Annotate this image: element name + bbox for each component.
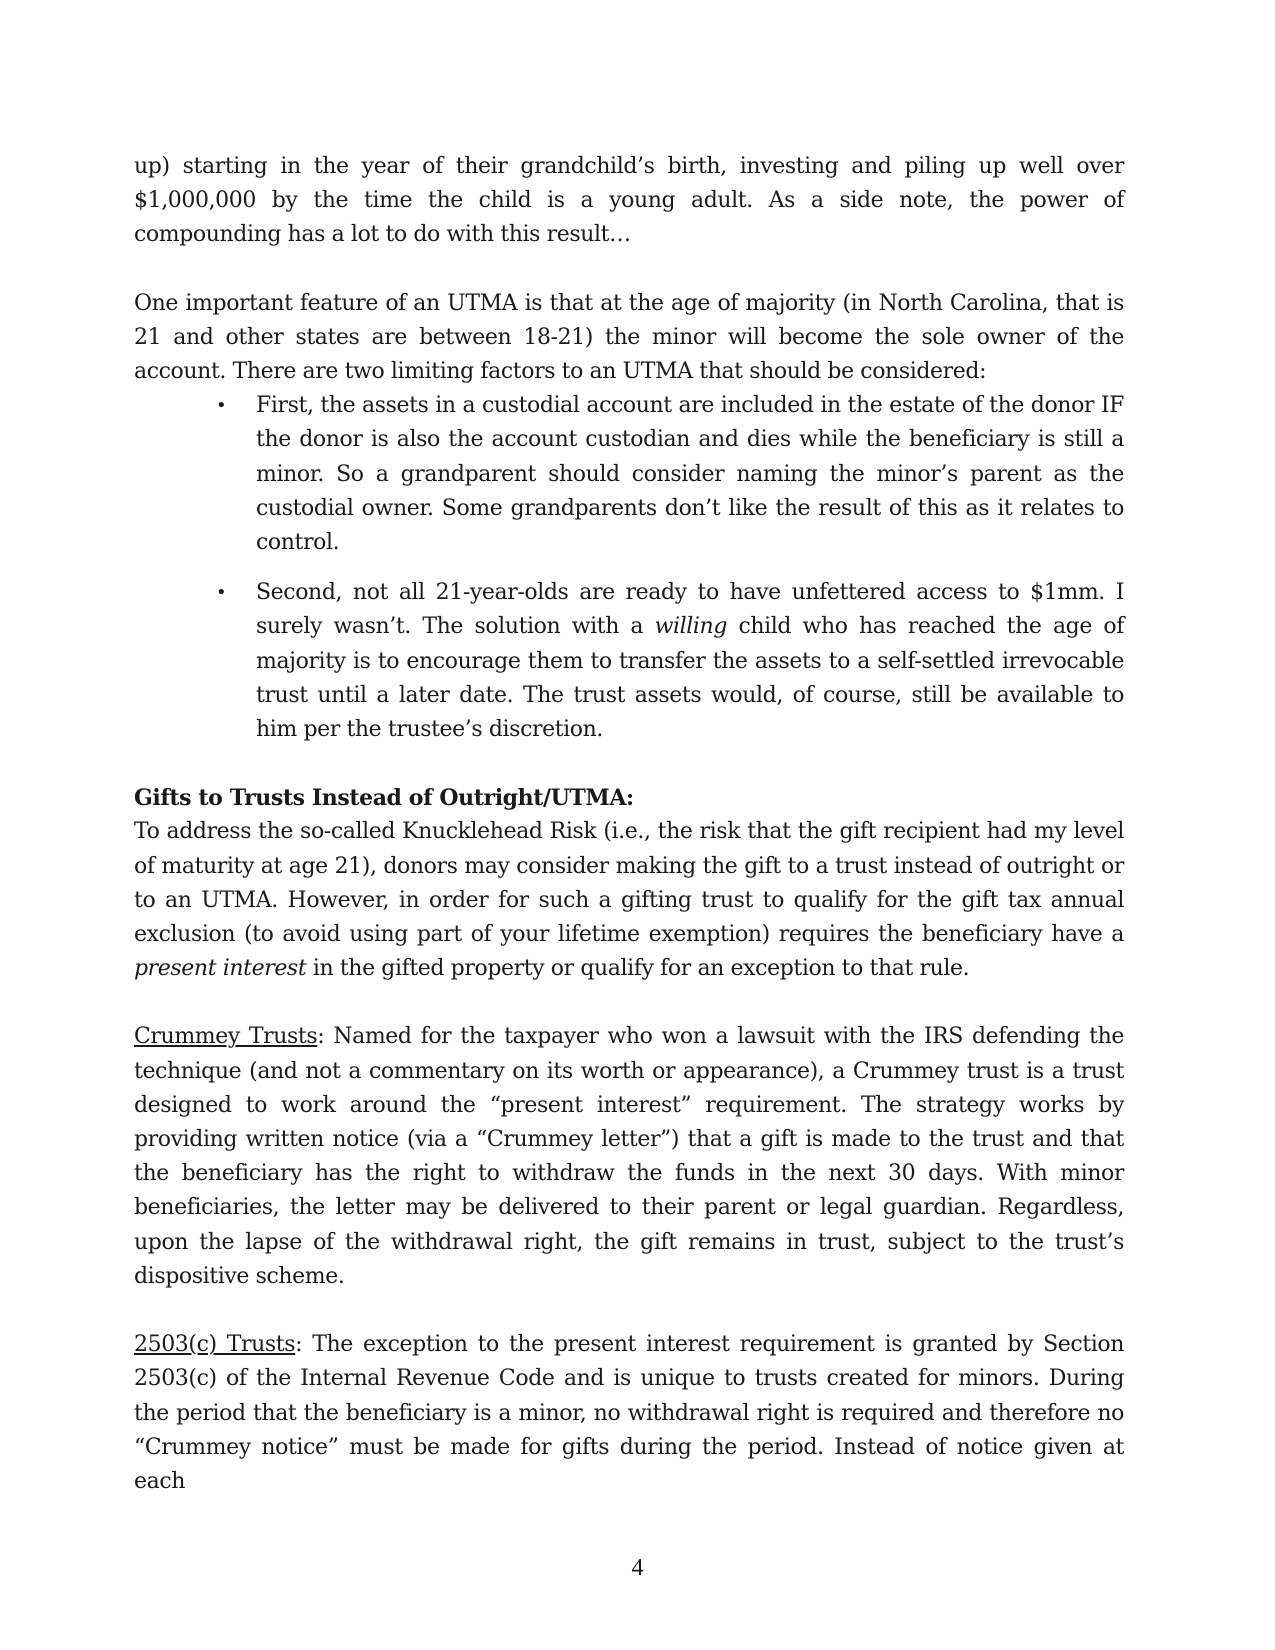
list-item [134, 576, 1124, 747]
text-run: : The exception to the present interest requirement is granted by Section 2503(c) of the Internal Revenue Code and is unique to trusts created for minors. During the period that the beneficiary is a minor, no withdrawal right is required and therefore no “Crummey notice” must be made for gifts during the period. Instead of notice given at each [134, 1332, 1124, 1494]
text-run: Second, not all 21-year-olds are ready to have unfettered access to $1mm. I surely wasn’t. The solution with a [256, 580, 1124, 640]
crummey-trusts-term: Crummey Trusts [134, 1024, 318, 1050]
paragraph-crummey-trusts [134, 1020, 1124, 1294]
text-run: in the gifted property or qualify for an exception to that rule. [306, 956, 970, 982]
2503c-trusts-term: 2503(c) Trusts [134, 1332, 296, 1358]
paragraph-spacer [134, 1294, 1124, 1328]
limiting-factors-list [134, 389, 1124, 747]
list-item [134, 389, 1124, 560]
text-run: To address the so-called Knucklehead Risk (i.e., the risk that the gift recipient had my level of maturity at age 21), donors may consider making the gift to a trust instead of outright or to an UTMA. However, in order for such a gifting trust to qualify for the gift tax annual exclusion (to avoid using part of your lifetime exemption) requires the beneficiary have a [134, 819, 1124, 948]
paragraph-intro: up) starting in the year of their grandchild’s birth, investing and piling up well over $1,000,000 by the time the child is a young adult. As a side note, the power of compounding has a lot to do with this result… [134, 154, 1124, 248]
paragraph-2503c-trusts [134, 1328, 1124, 1499]
bullet-icon: • [216, 395, 227, 417]
paragraph-spacer [134, 747, 1124, 781]
list-item-text [256, 580, 1124, 742]
paragraph-spacer [134, 253, 1124, 287]
list-item-text: First, the assets in a custodial account are included in the estate of the donor IF the donor is also the account custodian and dies while the beneficiary is still a minor. So a grandparent should consider naming the minor’s parent as the custodial owner. Some grandparents don’t like the result of this as it relates to control. [256, 393, 1124, 556]
page-number: 4 [631, 1555, 644, 1581]
emphasis-text: present interest [134, 956, 307, 982]
section-heading: Gifts to Trusts Instead of Outright/UTMA: [134, 785, 634, 812]
paragraph-knucklehead-risk [134, 815, 1124, 986]
text-run: : Named for the taxpayer who won a lawsuit with the IRS defending the technique (and not a commentary on its worth or appearance), a Crummey trust is a trust designed to work around the “present interest” requirement. The strategy works by providing written notice (via a “Crummey letter”) that a gift is made to the trust and that the beneficiary has the right to withdraw the funds in the next 30 days. With minor beneficiaries, the letter may be delivered to their parent or legal guardian. Regardless, upon the lapse of the withdrawal right, the gift remains in trust, subject to the trust’s dispositive scheme. [134, 1024, 1124, 1289]
paragraph-utma-feature: One important feature of an UTMA is that at the age of majority (in North Carolina, that is 21 and other states are between 18-21) the minor will become the sole owner of the account. There are two limiting factors to an UTMA that should be considered: [134, 290, 1124, 385]
text-run: child who has reached the age of majority is to encourage them to transfer the assets to a self-settled irrevocable trust until a later date. The trust assets would, of course, still be available to him per the trustee’s discretion. [256, 614, 1124, 743]
bullet-icon: • [216, 582, 227, 604]
paragraph-spacer [134, 986, 1124, 1020]
emphasis-text: willing [654, 614, 728, 640]
document-body [134, 150, 1124, 1499]
